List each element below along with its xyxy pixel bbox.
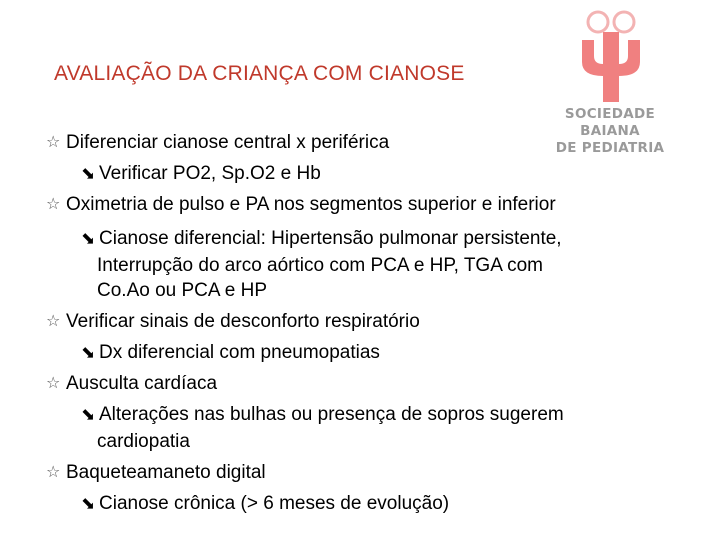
- star-outline-icon: ☆: [46, 375, 61, 392]
- down-right-arrow-icon: ⬊: [81, 164, 96, 183]
- bullet-item: [46, 462, 266, 484]
- sub-bullet-item: [81, 342, 661, 364]
- bullet-text: Oximetria de pulso e PA nos segmentos superior e inferior: [66, 194, 556, 215]
- sub-bullet-text: Dx diferencial com pneumopatias: [99, 342, 380, 363]
- star-outline-icon: ☆: [46, 134, 61, 151]
- down-right-arrow-icon: ⬊: [81, 229, 96, 248]
- star-outline-icon: ☆: [46, 196, 61, 213]
- down-right-arrow-icon: ⬊: [81, 343, 96, 362]
- sub-bullet-text: Cianose diferencial: Hipertensão pulmonar persistente,: [99, 228, 562, 249]
- sub-bullet-continuation: cardiopatia: [97, 431, 190, 452]
- sub-bullet-continuation: Co.Ao ou PCA e HP: [97, 280, 268, 301]
- sub-bullet-item: [81, 163, 661, 185]
- sub-bullet-text: Cianose crônica (> 6 meses de evolução): [99, 493, 450, 514]
- sub-bullet-continuation: Interrupção do arco aórtico com PCA e HP, TGA com: [97, 255, 544, 276]
- star-outline-icon: ☆: [46, 313, 61, 330]
- sub-bullet-item: [81, 404, 661, 426]
- down-right-arrow-icon: ⬊: [81, 405, 96, 424]
- logo-line-1: SOCIEDADE: [564, 106, 656, 122]
- slide-title: AVALIAÇÃO DA CRIANÇA COM CIANOSE: [54, 62, 465, 85]
- bullet-text: Baqueteamaneto digital: [66, 462, 266, 483]
- bullet-item: [46, 194, 556, 216]
- star-outline-icon: ☆: [46, 464, 61, 481]
- sub-bullet-item: [81, 228, 661, 250]
- sub-bullet-text: Alterações nas bulhas ou presença de sopros sugerem: [99, 404, 564, 425]
- bullet-text: Verificar sinais de desconforto respiratório: [66, 311, 420, 332]
- sub-bullet-item: [81, 493, 661, 515]
- bullet-item: [46, 373, 217, 395]
- down-right-arrow-icon: ⬊: [81, 494, 96, 513]
- bullet-item: [46, 132, 389, 154]
- bullet-item: [46, 311, 420, 333]
- bullet-text: Diferenciar cianose central x periférica: [66, 132, 390, 153]
- sub-bullet-text: Verificar PO2, Sp.O2 e Hb: [99, 163, 321, 184]
- logo-line-2: BAIANA: [580, 123, 640, 139]
- bullet-text: Ausculta cardíaca: [66, 373, 218, 394]
- logo-line-3: DE PEDIATRIA: [555, 140, 665, 156]
